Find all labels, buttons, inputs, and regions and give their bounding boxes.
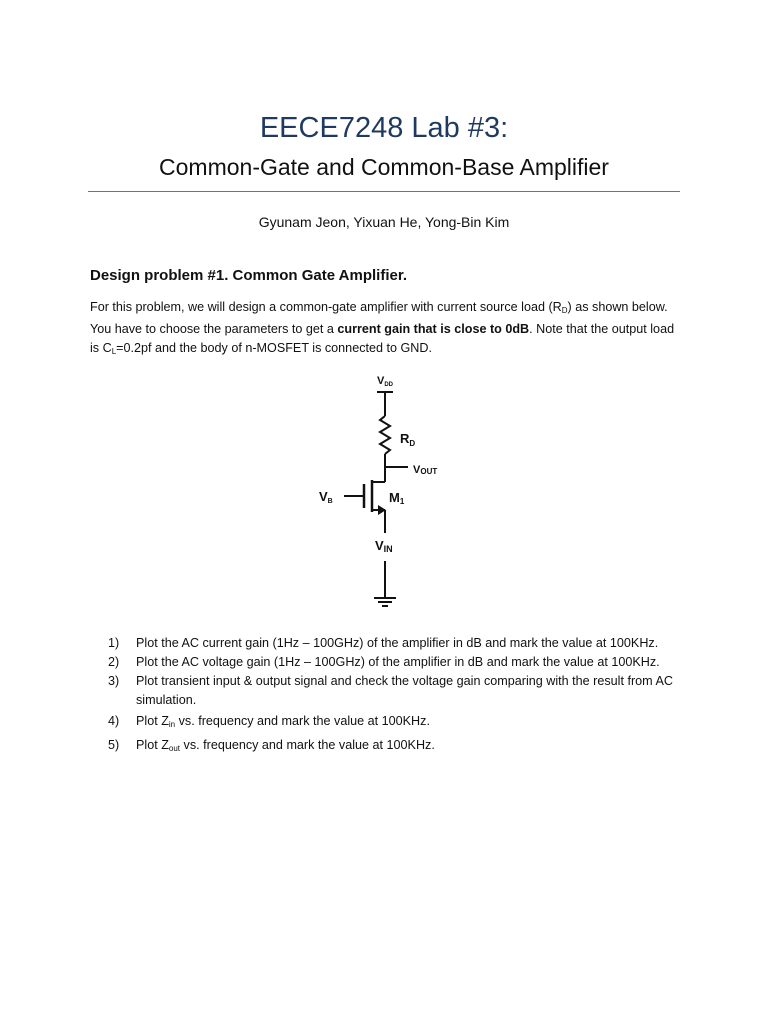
common-gate-circuit-diagram (300, 370, 470, 615)
task-item (108, 653, 708, 672)
vout-label (413, 464, 437, 476)
task-text-post: vs. frequency and mark the value at 100KHz. (180, 738, 435, 752)
task-number: 3) (108, 674, 120, 688)
task-text: Plot the AC current gain (1Hz – 100GHz) of the amplifier in dB and mark the value at 100KHz. (136, 636, 659, 650)
para-text-5: is C (90, 341, 112, 355)
para-text-6: =0.2pf and the body of n-MOSFET is connected to GND. (116, 341, 432, 355)
para-bold-text: current gain that is close to 0dB (337, 322, 530, 336)
para-sub-d: D (561, 306, 568, 315)
rd-label-main: R (400, 431, 410, 446)
section-heading: Design problem #1. Common Gate Amplifier. (90, 267, 408, 284)
task-text-pre: Plot Z (136, 714, 169, 728)
vin-label (375, 538, 393, 554)
vb-label (319, 489, 333, 505)
rd-label (400, 431, 415, 448)
rd-label-sub: D (409, 439, 416, 448)
task-number: 5) (108, 738, 120, 752)
para-text-2: ) as shown below. (567, 300, 668, 314)
vin-label-main: V (375, 538, 384, 553)
task-number: 1) (108, 636, 120, 650)
task-text: Plot transient input & output signal and check the voltage gain comparing with the result from AC simulation. (136, 674, 673, 707)
task-list (108, 634, 708, 758)
vdd-label-sub: DD (384, 382, 394, 388)
task-item (108, 712, 708, 734)
problem-description (90, 298, 690, 361)
para-text-4: . Note that the output load (529, 322, 675, 336)
page-title: EECE7248 Lab #3: (259, 112, 509, 144)
m1-label-main: M (389, 490, 400, 505)
para-text-3: You have to choose the parameters to get a (90, 322, 338, 336)
task-item (108, 634, 708, 653)
para-sub-l: L (111, 347, 117, 356)
resistor-rd (380, 416, 390, 454)
m1-label (389, 490, 405, 506)
task-text: Plot the AC voltage gain (1Hz – 100GHz) of the amplifier in dB and mark the value at 100KHz. (136, 655, 660, 669)
task-text-sub: out (168, 744, 181, 753)
vdd-label (377, 375, 394, 388)
task-number: 4) (108, 714, 120, 728)
task-item (108, 672, 708, 710)
vout-label-sub: OUT (420, 467, 438, 476)
vout-label-main: V (413, 464, 421, 476)
task-text-post: vs. frequency and mark the value at 100KHz. (175, 714, 430, 728)
page-subtitle: Common-Gate and Common-Base Amplifier (159, 154, 609, 180)
para-text-1: For this problem, we will design a common-gate amplifier with current source load (R (90, 300, 562, 314)
vdd-label-main: V (377, 375, 385, 387)
task-item (108, 736, 708, 758)
vb-label-sub: B (327, 498, 333, 505)
vin-label-sub: IN (383, 544, 393, 554)
task-text-pre: Plot Z (136, 738, 169, 752)
vb-label-main: V (319, 489, 328, 504)
title-divider (88, 191, 680, 192)
task-text-sub: in (168, 720, 176, 729)
task-number: 2) (108, 655, 120, 669)
authors-line: Gyunam Jeon, Yixuan He, Yong-Bin Kim (258, 214, 510, 230)
m1-label-sub: 1 (399, 497, 405, 506)
